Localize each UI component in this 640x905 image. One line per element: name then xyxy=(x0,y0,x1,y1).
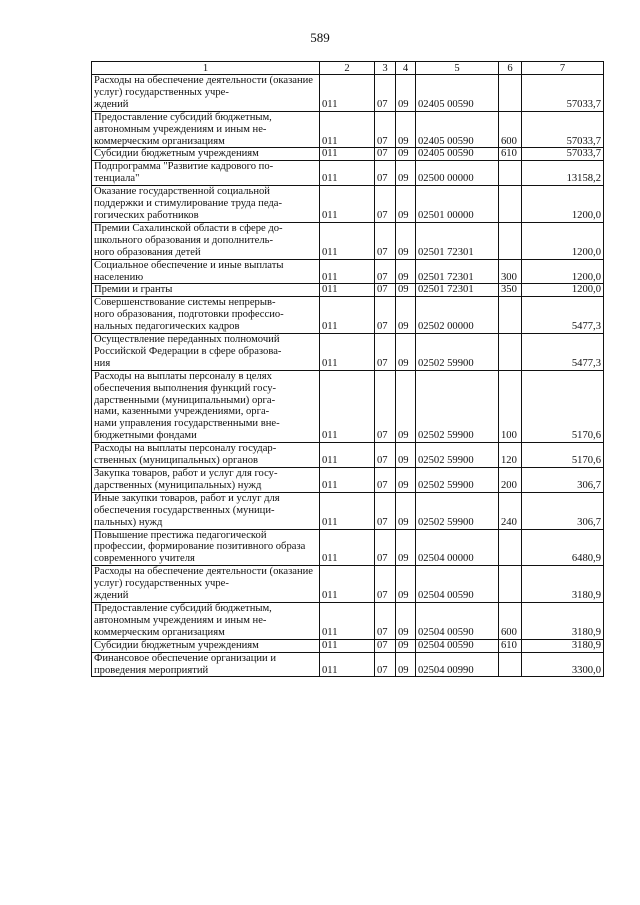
table-row xyxy=(92,222,604,259)
row-ved-cell: 011 xyxy=(320,148,375,161)
row-pr-cell: 09 xyxy=(396,148,416,161)
row-vr-cell: 600 xyxy=(499,602,522,639)
row-csr-cell: 02501 72301 xyxy=(416,222,499,259)
row-name-cell: Закупка товаров, работ и услуг для госу- дарственных (муниципальных) нужд xyxy=(92,468,320,493)
row-rz-cell: 07 xyxy=(375,639,396,652)
row-pr-cell: 09 xyxy=(396,259,416,284)
row-vr-cell: 240 xyxy=(499,492,522,529)
row-ved-cell: 011 xyxy=(320,443,375,468)
row-name-cell: Субсидии бюджетным учреждениям xyxy=(92,148,320,161)
row-sum-cell: 3180,9 xyxy=(522,639,604,652)
row-sum-cell: 1200,0 xyxy=(522,259,604,284)
row-name-cell: Расходы на выплаты персоналу в целях обеспечения выполнения функций госу- дарственными (муниципальными) орга- нами, казенными учреждениями, орга- нами управления государственными вне- бюджетными фондами xyxy=(92,370,320,442)
row-ved-cell: 011 xyxy=(320,492,375,529)
row-rz-cell: 07 xyxy=(375,370,396,442)
row-sum-cell: 3180,9 xyxy=(522,602,604,639)
row-rz-cell: 07 xyxy=(375,148,396,161)
row-sum-cell: 1200,0 xyxy=(522,284,604,297)
table-row xyxy=(92,370,604,442)
row-ved-cell: 011 xyxy=(320,259,375,284)
row-csr-cell: 02501 72301 xyxy=(416,284,499,297)
row-csr-cell: 02502 59900 xyxy=(416,492,499,529)
row-rz-cell: 07 xyxy=(375,529,396,566)
row-sum-cell: 1200,0 xyxy=(522,222,604,259)
row-sum-cell: 57033,7 xyxy=(522,75,604,112)
row-ved-cell: 011 xyxy=(320,284,375,297)
row-csr-cell: 02405 00590 xyxy=(416,75,499,112)
row-csr-cell: 02502 59900 xyxy=(416,370,499,442)
row-name-cell: Оказание государственной социальной поддержки и стимулирование труда педа- гогических работников xyxy=(92,186,320,223)
row-pr-cell: 09 xyxy=(396,334,416,371)
row-name-cell: Предоставление субсидий бюджетным, автономным учреждениям и иным не- коммерческим организациям xyxy=(92,111,320,148)
row-pr-cell: 09 xyxy=(396,602,416,639)
row-ved-cell: 011 xyxy=(320,370,375,442)
header-row xyxy=(92,62,604,75)
table-row xyxy=(92,148,604,161)
row-vr-cell xyxy=(499,186,522,223)
row-csr-cell: 02504 00590 xyxy=(416,639,499,652)
row-pr-cell: 09 xyxy=(396,468,416,493)
row-sum-cell: 3180,9 xyxy=(522,566,604,603)
row-sum-cell: 5170,6 xyxy=(522,443,604,468)
row-name-cell: Повышение престижа педагогической профессии, формирование позитивного образа современного учителя xyxy=(92,529,320,566)
row-csr-cell: 02500 00000 xyxy=(416,161,499,186)
row-sum-cell: 306,7 xyxy=(522,492,604,529)
table-row xyxy=(92,161,604,186)
row-csr-cell: 02502 00000 xyxy=(416,297,499,334)
row-sum-cell: 13158,2 xyxy=(522,161,604,186)
row-csr-cell: 02502 59900 xyxy=(416,334,499,371)
column-header: 4 xyxy=(396,62,416,75)
row-pr-cell: 09 xyxy=(396,639,416,652)
row-sum-cell: 6480,9 xyxy=(522,529,604,566)
row-vr-cell xyxy=(499,566,522,603)
row-vr-cell: 100 xyxy=(499,370,522,442)
row-name-cell: Расходы на выплаты персоналу государ- ственных (муниципальных) органов xyxy=(92,443,320,468)
row-rz-cell: 07 xyxy=(375,297,396,334)
row-csr-cell: 02501 72301 xyxy=(416,259,499,284)
row-pr-cell: 09 xyxy=(396,297,416,334)
row-ved-cell: 011 xyxy=(320,222,375,259)
table-row xyxy=(92,334,604,371)
table-row xyxy=(92,602,604,639)
row-sum-cell: 3300,0 xyxy=(522,652,604,677)
row-rz-cell: 07 xyxy=(375,284,396,297)
row-vr-cell xyxy=(499,297,522,334)
row-vr-cell: 610 xyxy=(499,148,522,161)
row-pr-cell: 09 xyxy=(396,529,416,566)
column-header: 6 xyxy=(499,62,522,75)
row-rz-cell: 07 xyxy=(375,652,396,677)
table-row xyxy=(92,566,604,603)
row-name-cell: Премии Сахалинской области в сфере до- школьного образования и дополнитель- ного образования детей xyxy=(92,222,320,259)
row-name-cell: Подпрограмма "Развитие кадрового по- тенциала" xyxy=(92,161,320,186)
row-rz-cell: 07 xyxy=(375,161,396,186)
row-vr-cell xyxy=(499,222,522,259)
row-pr-cell: 09 xyxy=(396,284,416,297)
row-rz-cell: 07 xyxy=(375,566,396,603)
page-number: 589 xyxy=(310,30,330,45)
row-vr-cell: 120 xyxy=(499,443,522,468)
row-vr-cell: 610 xyxy=(499,639,522,652)
row-rz-cell: 07 xyxy=(375,334,396,371)
row-ved-cell: 011 xyxy=(320,186,375,223)
table-row xyxy=(92,468,604,493)
table-row xyxy=(92,443,604,468)
table-row xyxy=(92,492,604,529)
row-sum-cell: 306,7 xyxy=(522,468,604,493)
row-name-cell: Социальное обеспечение и иные выплаты населению xyxy=(92,259,320,284)
row-pr-cell: 09 xyxy=(396,370,416,442)
row-ved-cell: 011 xyxy=(320,602,375,639)
table-row xyxy=(92,259,604,284)
row-ved-cell: 011 xyxy=(320,75,375,112)
row-csr-cell: 02502 59900 xyxy=(416,468,499,493)
row-csr-cell: 02504 00000 xyxy=(416,529,499,566)
row-pr-cell: 09 xyxy=(396,161,416,186)
row-sum-cell: 5477,3 xyxy=(522,334,604,371)
row-pr-cell: 09 xyxy=(396,186,416,223)
table-row xyxy=(92,111,604,148)
table-row xyxy=(92,186,604,223)
table-body xyxy=(92,75,604,677)
row-csr-cell: 02504 00590 xyxy=(416,602,499,639)
row-pr-cell: 09 xyxy=(396,652,416,677)
column-header: 2 xyxy=(320,62,375,75)
table-row xyxy=(92,75,604,112)
row-name-cell: Иные закупки товаров, работ и услуг для обеспечения государственных (муници- пальных) нужд xyxy=(92,492,320,529)
row-sum-cell: 57033,7 xyxy=(522,111,604,148)
row-pr-cell: 09 xyxy=(396,443,416,468)
row-rz-cell: 07 xyxy=(375,602,396,639)
row-csr-cell: 02405 00590 xyxy=(416,148,499,161)
row-ved-cell: 011 xyxy=(320,334,375,371)
row-name-cell: Расходы на обеспечение деятельности (оказание услуг) государственных учре- ждений xyxy=(92,566,320,603)
table-row xyxy=(92,639,604,652)
row-ved-cell: 011 xyxy=(320,652,375,677)
row-rz-cell: 07 xyxy=(375,259,396,284)
row-vr-cell: 300 xyxy=(499,259,522,284)
row-csr-cell: 02501 00000 xyxy=(416,186,499,223)
row-csr-cell: 02502 59900 xyxy=(416,443,499,468)
row-vr-cell xyxy=(499,529,522,566)
row-vr-cell: 600 xyxy=(499,111,522,148)
row-vr-cell: 200 xyxy=(499,468,522,493)
column-header: 1 xyxy=(92,62,320,75)
row-pr-cell: 09 xyxy=(396,111,416,148)
row-rz-cell: 07 xyxy=(375,75,396,112)
table-row xyxy=(92,284,604,297)
row-rz-cell: 07 xyxy=(375,222,396,259)
column-header: 5 xyxy=(416,62,499,75)
row-vr-cell xyxy=(499,75,522,112)
row-sum-cell: 5477,3 xyxy=(522,297,604,334)
row-vr-cell: 350 xyxy=(499,284,522,297)
row-ved-cell: 011 xyxy=(320,111,375,148)
table-row xyxy=(92,529,604,566)
row-sum-cell: 57033,7 xyxy=(522,148,604,161)
column-header: 7 xyxy=(522,62,604,75)
row-vr-cell xyxy=(499,652,522,677)
row-name-cell: Предоставление субсидий бюджетным, автономным учреждениям и иным не- коммерческим организациям xyxy=(92,602,320,639)
row-rz-cell: 07 xyxy=(375,186,396,223)
row-vr-cell xyxy=(499,334,522,371)
row-name-cell: Осуществление переданных полномочий Российской Федерации в сфере образова- ния xyxy=(92,334,320,371)
row-sum-cell: 5170,6 xyxy=(522,370,604,442)
row-rz-cell: 07 xyxy=(375,492,396,529)
row-name-cell: Совершенствование системы непрерыв- ного образования, подготовки профессио- нальных педагогических кадров xyxy=(92,297,320,334)
budget-table xyxy=(91,61,604,677)
row-name-cell: Премии и гранты xyxy=(92,284,320,297)
row-ved-cell: 011 xyxy=(320,639,375,652)
row-rz-cell: 07 xyxy=(375,443,396,468)
row-csr-cell: 02405 00590 xyxy=(416,111,499,148)
row-ved-cell: 011 xyxy=(320,566,375,603)
row-pr-cell: 09 xyxy=(396,222,416,259)
row-rz-cell: 07 xyxy=(375,468,396,493)
row-name-cell: Финансовое обеспечение организации и проведения мероприятий xyxy=(92,652,320,677)
row-pr-cell: 09 xyxy=(396,75,416,112)
table-row xyxy=(92,297,604,334)
row-rz-cell: 07 xyxy=(375,111,396,148)
row-ved-cell: 011 xyxy=(320,161,375,186)
table-row xyxy=(92,652,604,677)
row-name-cell: Субсидии бюджетным учреждениям xyxy=(92,639,320,652)
row-vr-cell xyxy=(499,161,522,186)
row-name-cell: Расходы на обеспечение деятельности (оказание услуг) государственных учре- ждений xyxy=(92,75,320,112)
row-csr-cell: 02504 00590 xyxy=(416,566,499,603)
row-ved-cell: 011 xyxy=(320,529,375,566)
row-sum-cell: 1200,0 xyxy=(522,186,604,223)
row-ved-cell: 011 xyxy=(320,468,375,493)
row-pr-cell: 09 xyxy=(396,492,416,529)
row-pr-cell: 09 xyxy=(396,566,416,603)
row-csr-cell: 02504 00990 xyxy=(416,652,499,677)
row-ved-cell: 011 xyxy=(320,297,375,334)
column-header: 3 xyxy=(375,62,396,75)
